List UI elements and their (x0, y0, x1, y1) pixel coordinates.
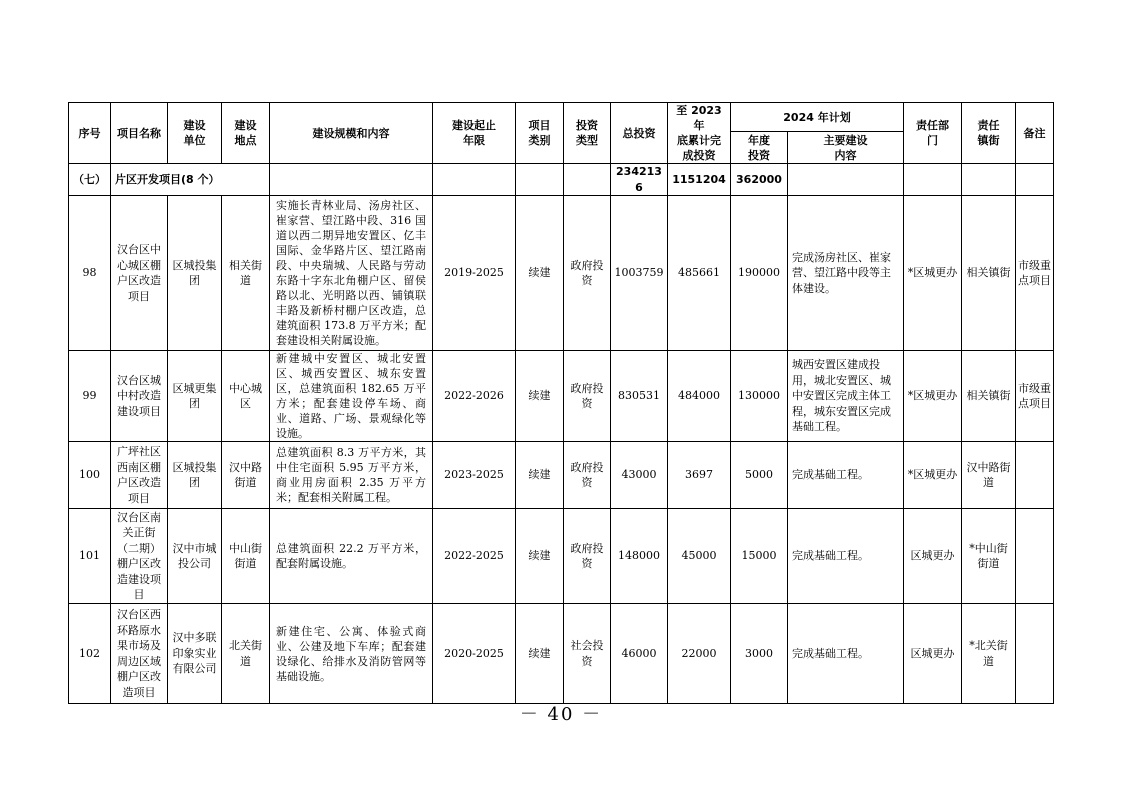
row-name: 汉台区中心城区棚户区改造项目 (111, 196, 168, 351)
row-seq: 102 (69, 604, 111, 704)
row-seq: 98 (69, 196, 111, 351)
row-street: *中山街街道 (962, 509, 1016, 604)
row-remark (1016, 509, 1054, 604)
row-category: 续建 (516, 351, 564, 442)
header-scale: 建设规模和内容 (270, 103, 433, 164)
row-cumulative: 3697 (668, 442, 731, 509)
row-total: 1003759 (611, 196, 668, 351)
row-street: 相关镇街 (962, 351, 1016, 442)
empty-cell (962, 164, 1016, 196)
row-unit: 汉中市城投公司 (168, 509, 222, 604)
page-number: － 40 － (519, 704, 603, 725)
row-seq: 100 (69, 442, 111, 509)
row-scale: 新建城中安置区、城北安置区、城西安置区、城东安置区，总建筑面积 182.65 万平方米；配套建设停车场、商业、道路、广场、景观绿化等设施。 (270, 351, 433, 442)
row-invest-type: 政府投资 (564, 196, 611, 351)
header-main-content: 主要建设 内容 (788, 132, 904, 164)
row-scale: 新建住宅、公寓、体验式商业、公建及地下车库；配套建设绿化、给排水及消防管网等基础设施。 (270, 604, 433, 704)
row-remark: 市级重点项目 (1016, 196, 1054, 351)
row-remark: 市级重点项目 (1016, 351, 1054, 442)
row-total: 148000 (611, 509, 668, 604)
row-total: 43000 (611, 442, 668, 509)
row-invest-type: 政府投资 (564, 351, 611, 442)
row-name: 汉台区西环路原水果市场及周边区域棚户区改造项目 (111, 604, 168, 704)
header-annual: 年度 投资 (731, 132, 788, 164)
header-street: 责任 镇街 (962, 103, 1016, 164)
header-period: 建设起止 年限 (433, 103, 516, 164)
table-row (69, 351, 1054, 442)
row-location: 北关街道 (222, 604, 270, 704)
header-dept: 责任部 门 (904, 103, 962, 164)
row-main-content: 完成基础工程。 (788, 509, 904, 604)
row-invest-type: 社会投资 (564, 604, 611, 704)
row-unit: 区城投集团 (168, 442, 222, 509)
table-row (69, 604, 1054, 704)
row-cumulative: 484000 (668, 351, 731, 442)
row-remark (1016, 604, 1054, 704)
row-location: 中心城区 (222, 351, 270, 442)
row-invest-type: 政府投资 (564, 442, 611, 509)
header-unit: 建设 单位 (168, 103, 222, 164)
row-main-content: 完成汤房社区、崔家营、望江路中段等主体建设。 (788, 196, 904, 351)
row-unit: 汉中多联印象实业有限公司 (168, 604, 222, 704)
row-scale: 实施长青林业局、汤房社区、崔家营、望江路中段、316 国道以西二期异地安置区、亿丰国际、金华路片区、望江路南段、中央瑞城、人民路与劳动东路十字东北角棚户区、留侯路以北、光明路以西、铺镇联丰路及新桥村棚户区改造，总建筑面积 173.8 万平方米；配套建设相关附属设施。 (270, 196, 433, 351)
header-plan-2024: 2024 年计划 (731, 103, 904, 132)
row-period: 2020-2025 (433, 604, 516, 704)
header-location: 建设 地点 (222, 103, 270, 164)
table-row (69, 196, 1054, 351)
row-name: 汉台区南关正街（二期）棚户区改造建设项目 (111, 509, 168, 604)
row-cumulative: 22000 (668, 604, 731, 704)
row-main-content: 完成基础工程。 (788, 442, 904, 509)
row-name: 广坪社区西南区棚户区改造项目 (111, 442, 168, 509)
row-scale: 总建筑面积 8.3 万平方米，其中住宅面积 5.95 万平方米，商业用房面积 2.35 万平方米；配套相关附属工程。 (270, 442, 433, 509)
row-street: 相关镇街 (962, 196, 1016, 351)
row-street: *北关街道 (962, 604, 1016, 704)
row-dept: 区城更办 (904, 604, 962, 704)
row-location: 中山街街道 (222, 509, 270, 604)
header-remark: 备注 (1016, 103, 1054, 164)
row-main-content: 城西安置区建成投用，城北安置区、城中安置区完成主体工程，城东安置区完成基础工程。 (788, 351, 904, 442)
empty-cell (564, 164, 611, 196)
row-location: 汉中路街道 (222, 442, 270, 509)
row-annual: 5000 (731, 442, 788, 509)
empty-cell (788, 164, 904, 196)
empty-cell (1016, 164, 1054, 196)
section-total: 2342136 (611, 164, 668, 196)
empty-cell (433, 164, 516, 196)
row-total: 46000 (611, 604, 668, 704)
row-period: 2022-2025 (433, 509, 516, 604)
section-name: 片区开发项目(8 个） (111, 164, 270, 196)
row-unit: 区城更集团 (168, 351, 222, 442)
section-annual: 362000 (731, 164, 788, 196)
row-category: 续建 (516, 604, 564, 704)
row-seq: 101 (69, 509, 111, 604)
header-total: 总投资 (611, 103, 668, 164)
row-annual: 190000 (731, 196, 788, 351)
row-dept: 区城更办 (904, 509, 962, 604)
row-remark (1016, 442, 1054, 509)
project-table (68, 102, 1054, 704)
table-row (69, 442, 1054, 509)
row-period: 2019-2025 (433, 196, 516, 351)
row-category: 续建 (516, 196, 564, 351)
row-invest-type: 政府投资 (564, 509, 611, 604)
row-category: 续建 (516, 509, 564, 604)
row-scale: 总建筑面积 22.2 万平方米，配套附属设施。 (270, 509, 433, 604)
row-dept: *区城更办 (904, 442, 962, 509)
empty-cell (904, 164, 962, 196)
section-cumulative: 1151204 (668, 164, 731, 196)
row-annual: 3000 (731, 604, 788, 704)
row-main-content: 完成基础工程。 (788, 604, 904, 704)
row-seq: 99 (69, 351, 111, 442)
row-cumulative: 485661 (668, 196, 731, 351)
header-row-top (69, 103, 1054, 132)
row-name: 汉台区城中村改造建设项目 (111, 351, 168, 442)
row-total: 830531 (611, 351, 668, 442)
section-seq: （七） (69, 164, 111, 196)
row-period: 2022-2026 (433, 351, 516, 442)
header-invest-type: 投资 类型 (564, 103, 611, 164)
row-dept: *区城更办 (904, 351, 962, 442)
header-seq: 序号 (69, 103, 111, 164)
empty-cell (270, 164, 433, 196)
row-category: 续建 (516, 442, 564, 509)
row-cumulative: 45000 (668, 509, 731, 604)
row-annual: 130000 (731, 351, 788, 442)
row-dept: *区城更办 (904, 196, 962, 351)
header-cumulative: 至 2023 年 底累计完 成投资 (668, 103, 731, 164)
header-name: 项目名称 (111, 103, 168, 164)
row-annual: 15000 (731, 509, 788, 604)
table-row (69, 509, 1054, 604)
empty-cell (516, 164, 564, 196)
row-unit: 区城投集团 (168, 196, 222, 351)
row-location: 相关街道 (222, 196, 270, 351)
row-street: 汉中路街道 (962, 442, 1016, 509)
section-row (69, 164, 1054, 196)
row-period: 2023-2025 (433, 442, 516, 509)
header-category: 项目 类别 (516, 103, 564, 164)
